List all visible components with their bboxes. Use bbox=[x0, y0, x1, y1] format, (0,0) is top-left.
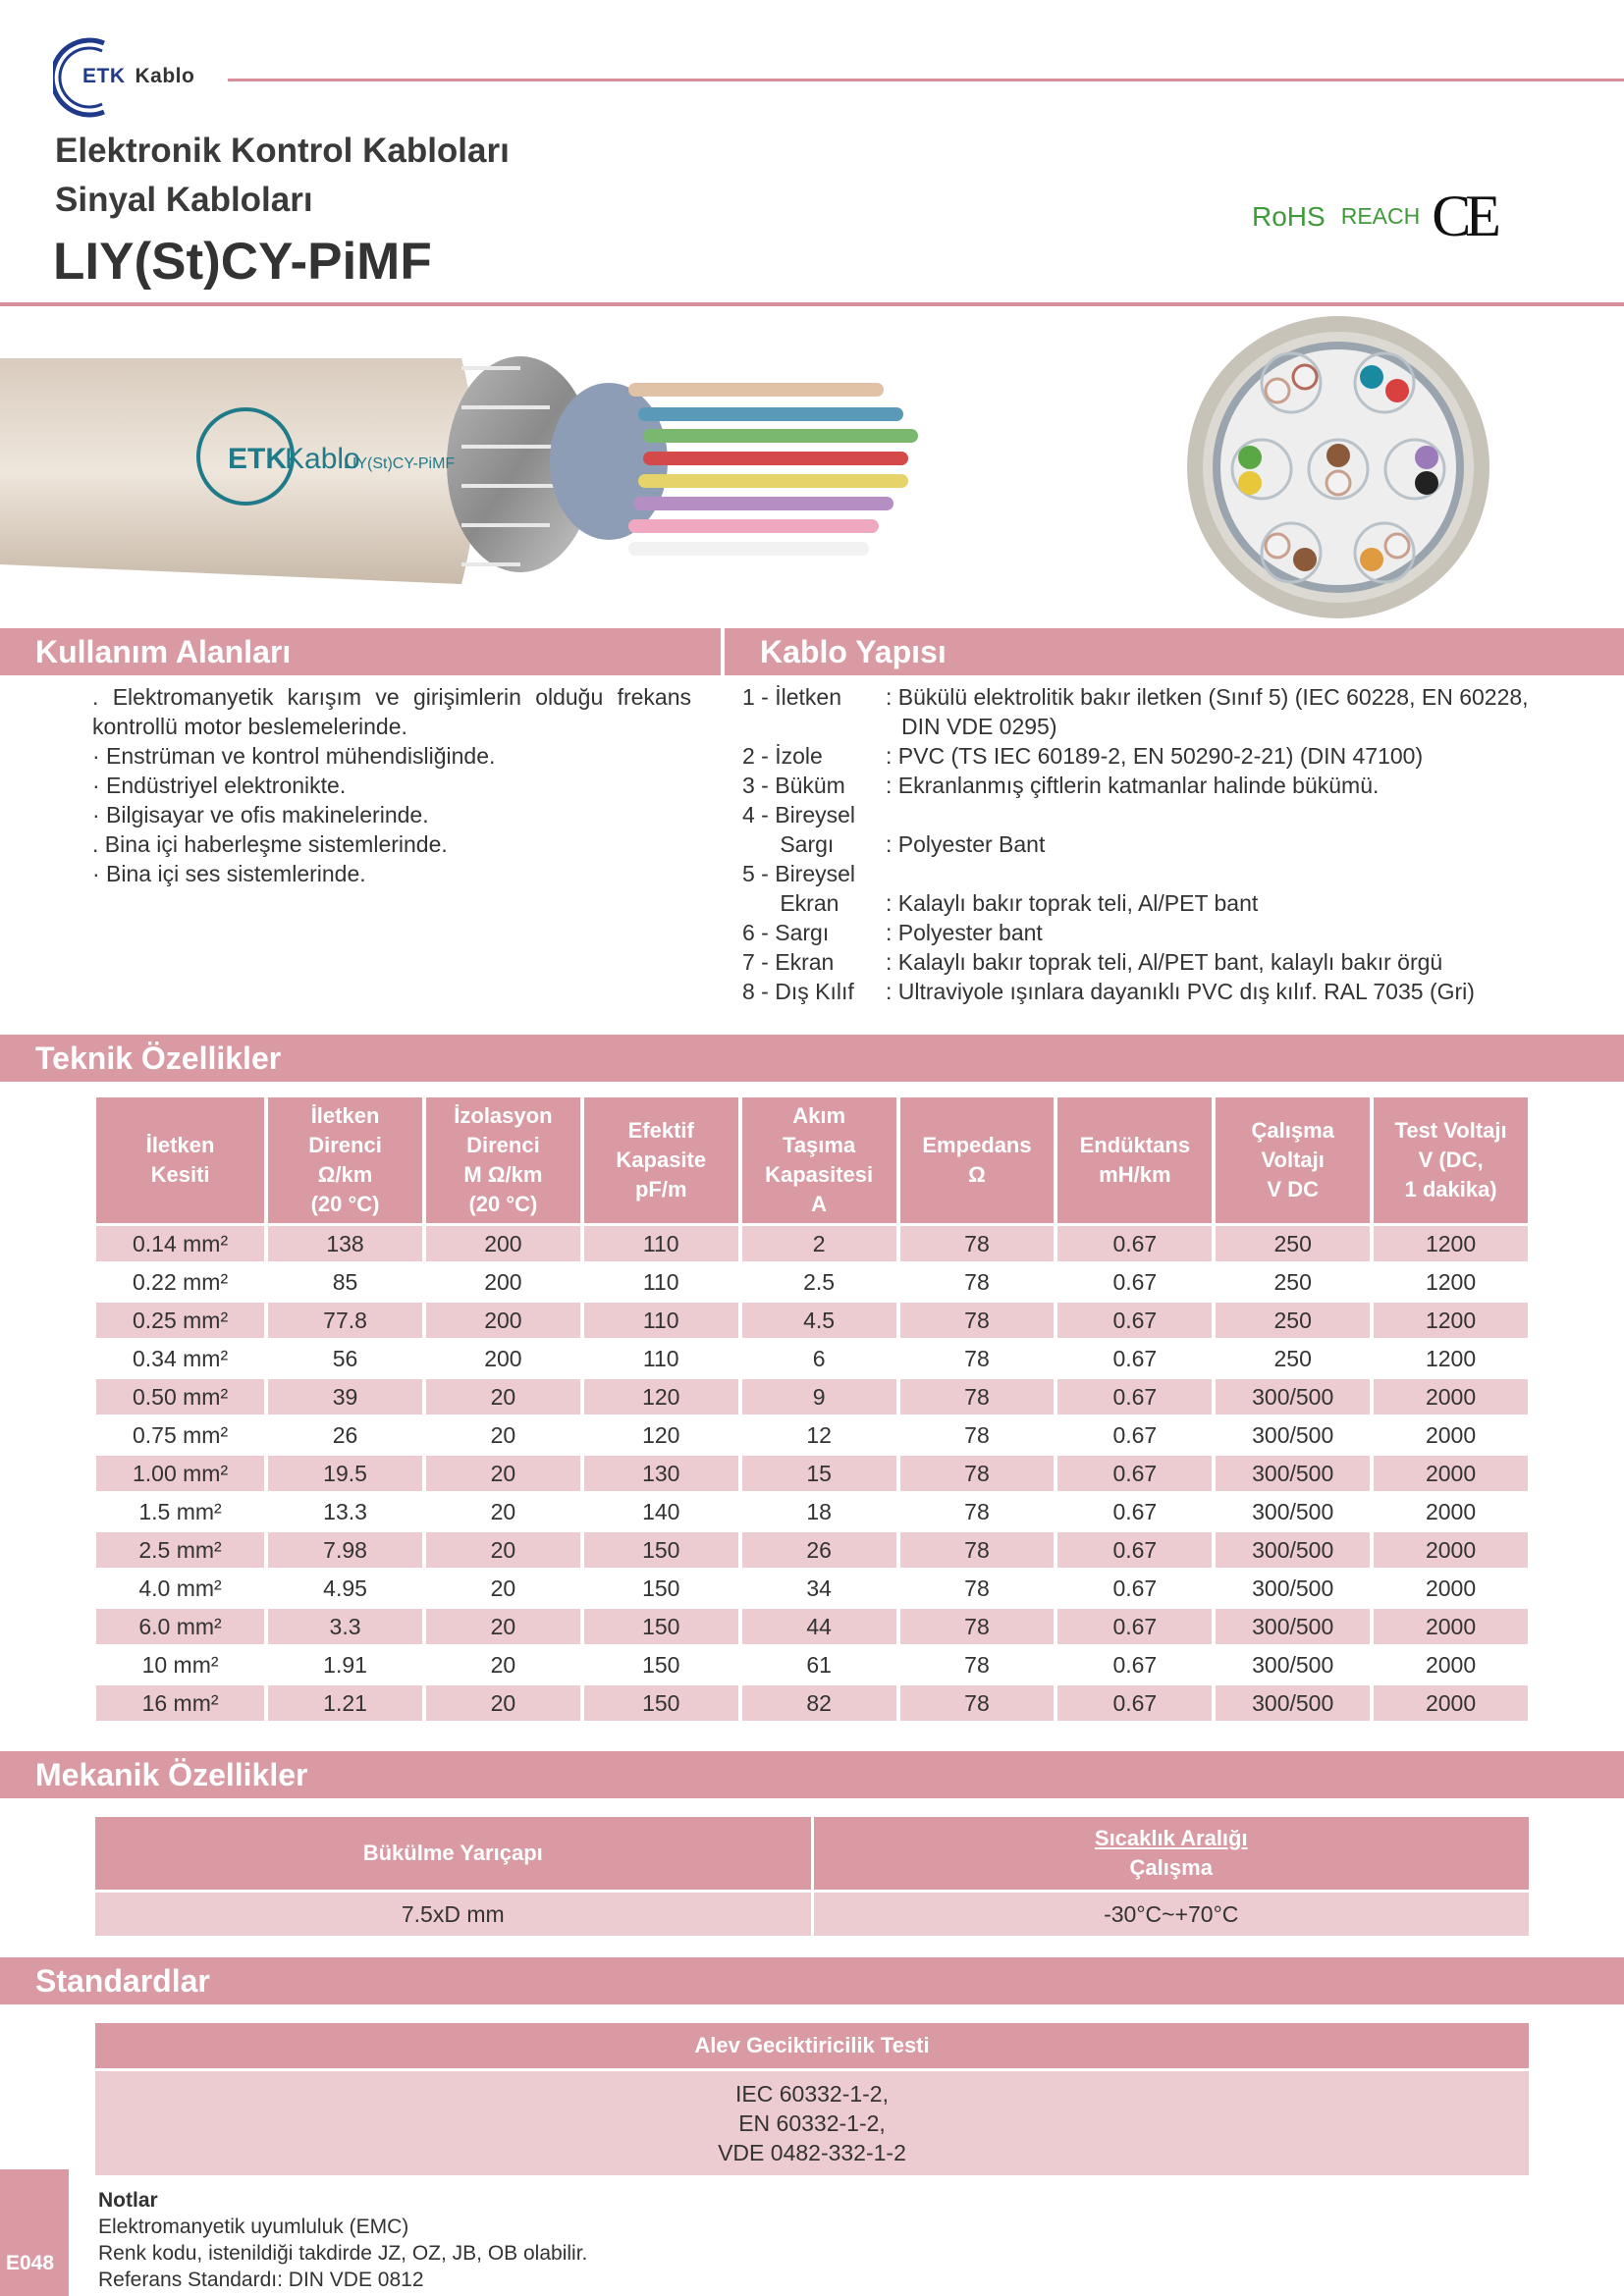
table-cell: 3.3 bbox=[268, 1609, 422, 1644]
list-item: 3 - Büküm : Ekranlanmış çiftlerin katmanlar halinde bükümü. bbox=[742, 773, 1380, 798]
technical-section-header: Teknik Özellikler bbox=[0, 1035, 1624, 1082]
table-cell: 300/500 bbox=[1216, 1647, 1370, 1682]
table-cell: 78 bbox=[900, 1456, 1055, 1491]
table-cell: 19.5 bbox=[268, 1456, 422, 1491]
list-item: Ekran : Kalaylı bakır toprak teli, Al/PET bant bbox=[742, 890, 1259, 916]
table-cell: 2000 bbox=[1374, 1685, 1528, 1721]
table-row bbox=[96, 1379, 1528, 1415]
table-cell: 150 bbox=[584, 1685, 738, 1721]
notes-title: Notlar bbox=[98, 2189, 158, 2212]
table-cell: 78 bbox=[900, 1226, 1055, 1261]
table-cell: 150 bbox=[584, 1647, 738, 1682]
title-divider bbox=[0, 302, 1624, 306]
list-item: 7 - Ekran : Kalaylı bakır toprak teli, Al/PET bant, kalaylı bakır örgü bbox=[742, 949, 1443, 975]
column-header: Efektif Kapasite pF/m bbox=[584, 1097, 738, 1223]
table-cell: 110 bbox=[584, 1341, 738, 1376]
table-row bbox=[96, 1494, 1528, 1529]
list-item: · Enstrüman ve kontrol mühendisliğinde. bbox=[92, 743, 496, 769]
subcategory-title: Sinyal Kabloları bbox=[55, 181, 313, 219]
table-cell: 300/500 bbox=[1216, 1417, 1370, 1453]
table-cell: 9 bbox=[742, 1379, 896, 1415]
page-number: E048 bbox=[6, 2252, 55, 2274]
usage-section-header: Kullanım Alanları bbox=[0, 628, 721, 675]
list-item: DIN VDE 0295) bbox=[901, 714, 1057, 739]
table-row bbox=[96, 1685, 1528, 1721]
bending-radius-header: Bükülme Yarıçapı bbox=[95, 1817, 811, 1890]
table-cell: 78 bbox=[900, 1341, 1055, 1376]
note-line: Renk kodu, istenildiği takdirde JZ, OZ, JB, OB olabilir. bbox=[98, 2242, 588, 2265]
table-cell: 300/500 bbox=[1216, 1456, 1370, 1491]
table-cell: 0.67 bbox=[1057, 1647, 1212, 1682]
table-cell: 110 bbox=[584, 1226, 738, 1261]
table-cell: 0.14 mm² bbox=[96, 1226, 264, 1261]
standards-table bbox=[92, 2020, 1532, 2178]
table-cell: 0.67 bbox=[1057, 1341, 1212, 1376]
table-cell: 1.00 mm² bbox=[96, 1456, 264, 1491]
table-cell: 0.67 bbox=[1057, 1226, 1212, 1261]
table-cell: 78 bbox=[900, 1303, 1055, 1338]
table-cell: 20 bbox=[426, 1532, 580, 1568]
ce-mark-icon: CE bbox=[1432, 184, 1495, 248]
table-cell: 78 bbox=[900, 1571, 1055, 1606]
table-cell: 300/500 bbox=[1216, 1379, 1370, 1415]
table-cell: 2000 bbox=[1374, 1609, 1528, 1644]
table-cell: 16 mm² bbox=[96, 1685, 264, 1721]
table-cell: 1200 bbox=[1374, 1303, 1528, 1338]
table-cell: 2.5 mm² bbox=[96, 1532, 264, 1568]
table-cell: 2000 bbox=[1374, 1494, 1528, 1529]
structure-section-header: Kablo Yapısı bbox=[725, 628, 1624, 675]
column-header: Akım Taşıma Kapasitesi A bbox=[742, 1097, 896, 1223]
table-cell: 4.95 bbox=[268, 1571, 422, 1606]
column-header: Çalışma Voltajı V DC bbox=[1216, 1097, 1370, 1223]
table-cell: 0.67 bbox=[1057, 1685, 1212, 1721]
table-cell: 0.22 mm² bbox=[96, 1264, 264, 1300]
table-cell: 0.50 mm² bbox=[96, 1379, 264, 1415]
table-cell: 13.3 bbox=[268, 1494, 422, 1529]
mechanical-table bbox=[92, 1814, 1532, 1939]
table-cell: 20 bbox=[426, 1647, 580, 1682]
table-cell: 20 bbox=[426, 1494, 580, 1529]
table-row bbox=[96, 1532, 1528, 1568]
table-cell: 300/500 bbox=[1216, 1494, 1370, 1529]
bending-radius-value: 7.5xD mm bbox=[95, 1893, 811, 1936]
list-item: 4 - Bireysel bbox=[742, 802, 856, 828]
header-divider bbox=[228, 79, 1624, 81]
table-cell: 250 bbox=[1216, 1341, 1370, 1376]
table-cell: 300/500 bbox=[1216, 1685, 1370, 1721]
table-row bbox=[96, 1303, 1528, 1338]
table-cell: 56 bbox=[268, 1341, 422, 1376]
table-row bbox=[96, 1571, 1528, 1606]
table-cell: 120 bbox=[584, 1417, 738, 1453]
technical-table bbox=[92, 1095, 1532, 1724]
structure-list bbox=[742, 682, 1577, 1006]
notes bbox=[98, 2187, 587, 2293]
column-header: İletken Direnci Ω/km (20 °C) bbox=[268, 1097, 422, 1223]
table-cell: 140 bbox=[584, 1494, 738, 1529]
table-cell: 18 bbox=[742, 1494, 896, 1529]
table-cell: 200 bbox=[426, 1341, 580, 1376]
table-row bbox=[96, 1341, 1528, 1376]
table-cell: 20 bbox=[426, 1571, 580, 1606]
table-cell: 39 bbox=[268, 1379, 422, 1415]
table-cell: 1.91 bbox=[268, 1647, 422, 1682]
table-cell: 1200 bbox=[1374, 1226, 1528, 1261]
table-row bbox=[96, 1647, 1528, 1682]
table-cell: 82 bbox=[742, 1685, 896, 1721]
table-cell: 4.0 mm² bbox=[96, 1571, 264, 1606]
table-row bbox=[96, 1264, 1528, 1300]
table-body bbox=[96, 1226, 1528, 1721]
table-cell: 0.67 bbox=[1057, 1609, 1212, 1644]
table-cell: 26 bbox=[268, 1417, 422, 1453]
table-cell: 78 bbox=[900, 1609, 1055, 1644]
table-cell: 1.5 mm² bbox=[96, 1494, 264, 1529]
table-cell: 0.67 bbox=[1057, 1264, 1212, 1300]
table-row bbox=[96, 1456, 1528, 1491]
table-cell: 0.67 bbox=[1057, 1379, 1212, 1415]
table-cell: 0.67 bbox=[1057, 1456, 1212, 1491]
cable-print-word: Kablo bbox=[285, 443, 360, 475]
column-header: Endüktans mH/km bbox=[1057, 1097, 1212, 1223]
list-item: 6 - Sargı : Polyester bant bbox=[742, 920, 1043, 945]
table-cell: 20 bbox=[426, 1379, 580, 1415]
table-cell: 15 bbox=[742, 1456, 896, 1491]
table-cell: 0.67 bbox=[1057, 1303, 1212, 1338]
table-cell: 10 mm² bbox=[96, 1647, 264, 1682]
flame-test-values: IEC 60332-1-2, EN 60332-1-2, VDE 0482-332-1-2 bbox=[95, 2071, 1529, 2175]
usage-list bbox=[92, 682, 691, 888]
table-cell: 138 bbox=[268, 1226, 422, 1261]
table-cell: 0.67 bbox=[1057, 1494, 1212, 1529]
list-item: 1 - İletken : Bükülü elektrolitik bakır iletken (Sınıf 5) (IEC 60228, EN 60228, bbox=[742, 684, 1529, 710]
table-row bbox=[96, 1609, 1528, 1644]
table-cell: 150 bbox=[584, 1571, 738, 1606]
table-header-row bbox=[96, 1097, 1528, 1223]
rohs-badge: RoHS bbox=[1252, 200, 1326, 232]
table-cell: 78 bbox=[900, 1379, 1055, 1415]
table-cell: 34 bbox=[742, 1571, 896, 1606]
temperature-range-value: -30°C~+70°C bbox=[814, 1893, 1530, 1936]
brand-abbr: ETK bbox=[82, 65, 126, 87]
list-item: · Bina içi ses sistemlerinde. bbox=[92, 861, 366, 886]
table-cell: 250 bbox=[1216, 1303, 1370, 1338]
table-row bbox=[96, 1226, 1528, 1261]
table-cell: 0.34 mm² bbox=[96, 1341, 264, 1376]
mechanical-section-header: Mekanik Özellikler bbox=[0, 1751, 1624, 1798]
table-cell: 250 bbox=[1216, 1264, 1370, 1300]
table-cell: 20 bbox=[426, 1456, 580, 1491]
table-cell: 150 bbox=[584, 1609, 738, 1644]
table-cell: 12 bbox=[742, 1417, 896, 1453]
product-title: LIY(St)CY-PiMF bbox=[53, 233, 432, 291]
table-cell: 110 bbox=[584, 1264, 738, 1300]
table-cell: 2000 bbox=[1374, 1456, 1528, 1491]
table-cell: 0.67 bbox=[1057, 1571, 1212, 1606]
category-title: Elektronik Kontrol Kabloları bbox=[55, 132, 510, 170]
brand-word: Kablo bbox=[135, 65, 195, 87]
table-cell: 2000 bbox=[1374, 1417, 1528, 1453]
page-number-tab bbox=[0, 2169, 69, 2296]
certifications bbox=[1252, 183, 1495, 250]
table-cell: 300/500 bbox=[1216, 1609, 1370, 1644]
list-item: 2 - İzole : PVC (TS IEC 60189-2, EN 50290-2-21) (DIN 47100) bbox=[742, 743, 1424, 769]
table-cell: 85 bbox=[268, 1264, 422, 1300]
table-cell: 300/500 bbox=[1216, 1571, 1370, 1606]
table-cell: 20 bbox=[426, 1417, 580, 1453]
table-cell: 1200 bbox=[1374, 1264, 1528, 1300]
table-cell: 200 bbox=[426, 1264, 580, 1300]
table-cell: 110 bbox=[584, 1303, 738, 1338]
brand-name bbox=[82, 65, 194, 88]
table-row bbox=[96, 1417, 1528, 1453]
list-item: 8 - Dış Kılıf : Ultraviyole ışınlara dayanıklı PVC dış kılıf. RAL 7035 (Gri) bbox=[742, 979, 1475, 1004]
table-cell: 77.8 bbox=[268, 1303, 422, 1338]
cable-print-abbr: ETK bbox=[228, 443, 287, 475]
list-item: . Bina içi haberleşme sistemlerinde. bbox=[92, 831, 448, 857]
table-cell: 44 bbox=[742, 1609, 896, 1644]
table-cell: 78 bbox=[900, 1417, 1055, 1453]
list-item: · Endüstriyel elektronikte. bbox=[92, 773, 347, 798]
table-cell: 26 bbox=[742, 1532, 896, 1568]
table-cell: 120 bbox=[584, 1379, 738, 1415]
column-header: Empedans Ω bbox=[900, 1097, 1055, 1223]
standards-section-header: Standardlar bbox=[0, 1957, 1624, 2004]
table-cell: 0.75 mm² bbox=[96, 1417, 264, 1453]
table-cell: 2000 bbox=[1374, 1571, 1528, 1606]
list-item: 5 - Bireysel bbox=[742, 861, 856, 886]
table-cell: 1200 bbox=[1374, 1341, 1528, 1376]
column-header: Test Voltajı V (DC, 1 dakika) bbox=[1374, 1097, 1528, 1223]
table-cell: 0.67 bbox=[1057, 1532, 1212, 1568]
cable-cross-section-image bbox=[1183, 312, 1493, 622]
table-cell: 2.5 bbox=[742, 1264, 896, 1300]
column-header: İletken Kesiti bbox=[96, 1097, 264, 1223]
table-cell: 200 bbox=[426, 1303, 580, 1338]
column-header: İzolasyon Direnci M Ω/km (20 °C) bbox=[426, 1097, 580, 1223]
table-cell: 78 bbox=[900, 1647, 1055, 1682]
table-cell: 2000 bbox=[1374, 1532, 1528, 1568]
table-cell: 1.21 bbox=[268, 1685, 422, 1721]
table-cell: 7.98 bbox=[268, 1532, 422, 1568]
note-line: Referans Standardı: DIN VDE 0812 bbox=[98, 2269, 424, 2291]
table-cell: 0.67 bbox=[1057, 1417, 1212, 1453]
table-cell: 300/500 bbox=[1216, 1532, 1370, 1568]
table-cell: 61 bbox=[742, 1647, 896, 1682]
table-cell: 78 bbox=[900, 1494, 1055, 1529]
table-cell: 2000 bbox=[1374, 1379, 1528, 1415]
table-cell: 20 bbox=[426, 1609, 580, 1644]
flame-test-header: Alev Geciktiricilik Testi bbox=[95, 2023, 1529, 2068]
table-cell: 6 bbox=[742, 1341, 896, 1376]
table-cell: 2 bbox=[742, 1226, 896, 1261]
table-cell: 200 bbox=[426, 1226, 580, 1261]
list-item: . Elektromanyetik karışım ve girişimlerin olduğu frekans kontrollü motor beslemelerinde. bbox=[92, 684, 691, 739]
table-cell: 4.5 bbox=[742, 1303, 896, 1338]
table-cell: 78 bbox=[900, 1264, 1055, 1300]
table-cell: 20 bbox=[426, 1685, 580, 1721]
table-cell: 0.25 mm² bbox=[96, 1303, 264, 1338]
note-line: Elektromanyetik uyumluluk (EMC) bbox=[98, 2216, 409, 2238]
list-item: · Bilgisayar ve ofis makinelerinde. bbox=[92, 802, 429, 828]
table-cell: 78 bbox=[900, 1685, 1055, 1721]
list-item: Sargı : Polyester Bant bbox=[742, 831, 1046, 857]
temperature-range-header: Sıcaklık Aralığı Çalışma bbox=[814, 1817, 1530, 1890]
table-cell: 130 bbox=[584, 1456, 738, 1491]
reach-badge: REACH bbox=[1340, 203, 1421, 229]
page-header bbox=[0, 0, 1624, 314]
table-cell: 2000 bbox=[1374, 1647, 1528, 1682]
table-cell: 6.0 mm² bbox=[96, 1609, 264, 1644]
table-cell: 150 bbox=[584, 1532, 738, 1568]
table-cell: 78 bbox=[900, 1532, 1055, 1568]
table-cell: 250 bbox=[1216, 1226, 1370, 1261]
cable-product-image bbox=[0, 319, 982, 633]
cable-print-model: LIY(St)CY-PiMF bbox=[344, 455, 456, 472]
